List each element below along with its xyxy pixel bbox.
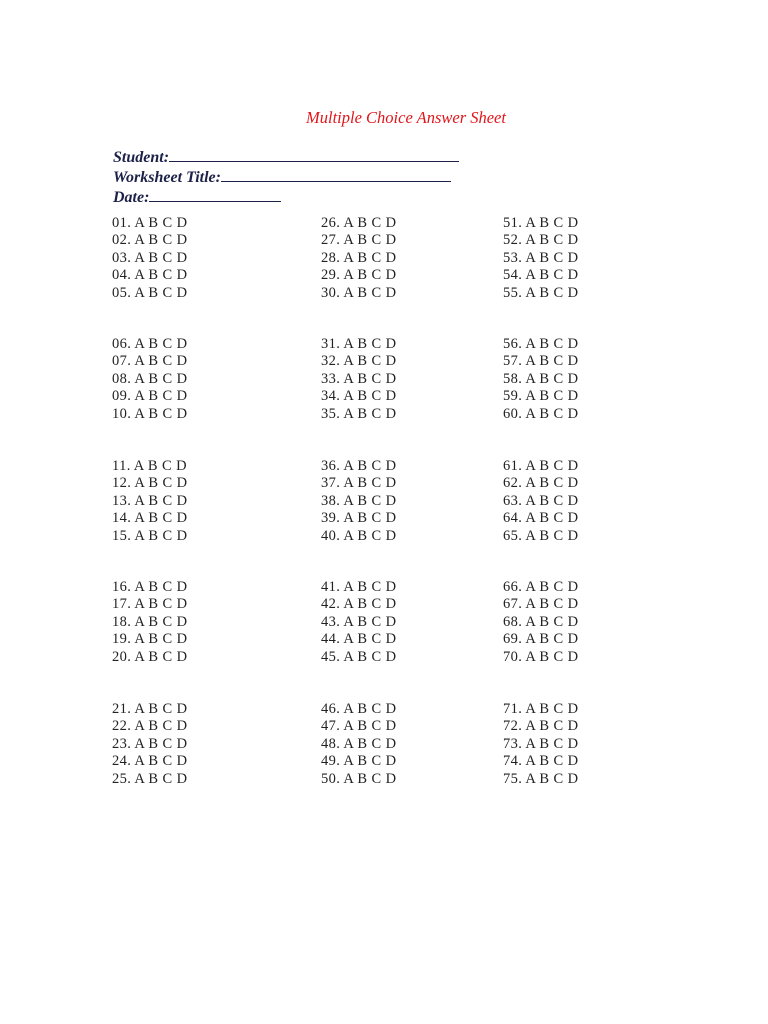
answer-choices[interactable]: A B C D bbox=[525, 613, 579, 630]
question-row bbox=[503, 232, 579, 249]
question-row bbox=[503, 649, 579, 666]
question-number: 18. bbox=[112, 613, 132, 630]
question-number: 40. bbox=[321, 527, 341, 544]
question-row bbox=[321, 631, 397, 648]
question-number: 22. bbox=[112, 718, 132, 735]
question-number: 05. bbox=[112, 284, 132, 301]
answer-choices[interactable]: A B C D bbox=[134, 735, 188, 752]
answer-choices[interactable]: A B C D bbox=[343, 267, 397, 284]
answer-choices[interactable]: A B C D bbox=[525, 631, 579, 648]
question-row bbox=[321, 649, 397, 666]
answer-choices[interactable]: A B C D bbox=[343, 579, 397, 595]
answer-choices[interactable]: A B C D bbox=[134, 701, 188, 717]
question-row bbox=[503, 493, 579, 510]
question-row bbox=[503, 718, 579, 735]
question-number: 56. bbox=[503, 336, 523, 352]
question-number: 26. bbox=[321, 215, 341, 231]
sheet-title: Multiple Choice Answer Sheet bbox=[306, 108, 506, 127]
question-number: 70. bbox=[503, 648, 523, 665]
answer-choices[interactable]: A B C D bbox=[525, 284, 579, 301]
question-row bbox=[112, 493, 188, 510]
question-number: 27. bbox=[321, 232, 341, 249]
question-number: 52. bbox=[503, 232, 523, 249]
answer-choices[interactable]: A B C D bbox=[343, 510, 397, 527]
question-number: 11. bbox=[112, 458, 131, 474]
worksheet-title-blank-line[interactable] bbox=[221, 166, 451, 182]
question-row bbox=[321, 336, 397, 353]
question-row bbox=[321, 353, 397, 370]
answer-choices[interactable]: A B C D bbox=[343, 735, 397, 752]
question-row bbox=[503, 250, 579, 267]
question-number: 50. bbox=[321, 770, 341, 787]
question-number: 75. bbox=[503, 770, 523, 787]
question-row bbox=[321, 718, 397, 735]
worksheet-title-label: Worksheet Title: bbox=[113, 169, 221, 186]
question-number: 17. bbox=[112, 596, 132, 613]
answer-choices[interactable]: A B C D bbox=[525, 579, 579, 595]
question-row bbox=[503, 215, 579, 232]
question-row bbox=[321, 579, 397, 596]
question-row bbox=[112, 353, 188, 370]
answer-choices[interactable]: A B C D bbox=[134, 388, 188, 405]
question-row bbox=[112, 771, 188, 788]
question-number: 34. bbox=[321, 388, 341, 405]
question-number: 62. bbox=[503, 475, 523, 492]
question-number: 03. bbox=[112, 249, 132, 266]
answer-choices[interactable]: A B C D bbox=[343, 405, 397, 422]
question-number: 13. bbox=[112, 492, 132, 509]
question-row bbox=[112, 718, 188, 735]
question-row bbox=[112, 336, 188, 353]
answer-choices[interactable]: A B C D bbox=[343, 613, 397, 630]
question-number: 38. bbox=[321, 492, 341, 509]
question-number: 31. bbox=[321, 336, 341, 352]
answer-choices[interactable]: A B C D bbox=[134, 718, 188, 735]
answer-choices[interactable]: A B C D bbox=[134, 753, 188, 770]
question-number: 25. bbox=[112, 770, 132, 787]
question-row bbox=[321, 596, 397, 613]
question-number: 58. bbox=[503, 370, 523, 387]
question-number: 15. bbox=[112, 527, 132, 544]
date-label: Date: bbox=[113, 189, 150, 206]
question-row bbox=[321, 736, 397, 753]
answer-choices[interactable]: A B C D bbox=[134, 405, 188, 422]
question-row bbox=[321, 388, 397, 405]
question-row bbox=[112, 528, 188, 545]
question-row bbox=[503, 510, 579, 527]
answer-choices[interactable]: A B C D bbox=[134, 336, 188, 352]
answer-choices[interactable]: A B C D bbox=[134, 492, 188, 509]
question-number: 54. bbox=[503, 267, 523, 284]
answer-choices[interactable]: A B C D bbox=[343, 370, 397, 387]
question-row bbox=[321, 475, 397, 492]
answer-choices[interactable]: A B C D bbox=[525, 718, 579, 735]
question-number: 51. bbox=[503, 215, 523, 231]
answer-choices[interactable]: A B C D bbox=[525, 648, 579, 665]
question-number: 55. bbox=[503, 284, 523, 301]
answer-choices[interactable]: A B C D bbox=[343, 336, 397, 352]
question-row bbox=[112, 250, 188, 267]
date-field bbox=[113, 186, 281, 207]
question-row bbox=[503, 528, 579, 545]
question-number: 67. bbox=[503, 596, 523, 613]
question-row bbox=[321, 458, 397, 475]
answer-choices[interactable]: A B C D bbox=[343, 249, 397, 266]
question-row bbox=[321, 510, 397, 527]
answer-choices[interactable]: A B C D bbox=[343, 388, 397, 405]
question-row bbox=[503, 596, 579, 613]
question-number: 48. bbox=[321, 735, 341, 752]
question-row bbox=[112, 736, 188, 753]
answer-choices[interactable]: A B C D bbox=[134, 370, 188, 387]
answer-choices[interactable]: A B C D bbox=[134, 215, 188, 231]
question-number: 16. bbox=[112, 579, 132, 595]
question-row bbox=[503, 736, 579, 753]
question-number: 24. bbox=[112, 753, 132, 770]
question-number: 39. bbox=[321, 510, 341, 527]
question-row bbox=[321, 493, 397, 510]
question-row bbox=[503, 475, 579, 492]
answer-choices[interactable]: A B C D bbox=[343, 753, 397, 770]
question-number: 20. bbox=[112, 648, 132, 665]
question-row bbox=[112, 701, 188, 718]
answer-choices[interactable]: A B C D bbox=[134, 510, 188, 527]
question-number: 28. bbox=[321, 249, 341, 266]
worksheet-title-field bbox=[113, 166, 451, 187]
question-number: 01. bbox=[112, 215, 132, 231]
question-row bbox=[503, 388, 579, 405]
answer-choices[interactable]: A B C D bbox=[343, 527, 397, 544]
question-number: 09. bbox=[112, 388, 132, 405]
question-number: 42. bbox=[321, 596, 341, 613]
question-row bbox=[321, 771, 397, 788]
question-row bbox=[112, 596, 188, 613]
question-row bbox=[112, 475, 188, 492]
question-number: 69. bbox=[503, 631, 523, 648]
answer-choices[interactable]: A B C D bbox=[343, 631, 397, 648]
question-row bbox=[503, 406, 579, 423]
question-number: 59. bbox=[503, 388, 523, 405]
answer-choices[interactable]: A B C D bbox=[134, 527, 188, 544]
date-blank-line[interactable] bbox=[149, 186, 281, 202]
question-number: 07. bbox=[112, 353, 132, 370]
answer-choices[interactable]: A B C D bbox=[525, 405, 579, 422]
answer-choices[interactable]: A B C D bbox=[525, 510, 579, 527]
question-row bbox=[112, 388, 188, 405]
question-number: 61. bbox=[503, 458, 523, 474]
answer-choices[interactable]: A B C D bbox=[525, 353, 579, 370]
question-number: 49. bbox=[321, 753, 341, 770]
answer-choices[interactable]: A B C D bbox=[525, 596, 579, 613]
question-row bbox=[503, 631, 579, 648]
answer-choices[interactable]: A B C D bbox=[343, 770, 397, 787]
answer-choices[interactable]: A B C D bbox=[133, 458, 187, 474]
answer-choices[interactable]: A B C D bbox=[134, 353, 188, 370]
answer-choices[interactable]: A B C D bbox=[134, 596, 188, 613]
question-number: 68. bbox=[503, 613, 523, 630]
answer-choices[interactable]: A B C D bbox=[525, 336, 579, 352]
answer-choices[interactable]: A B C D bbox=[134, 631, 188, 648]
question-number: 37. bbox=[321, 475, 341, 492]
question-row bbox=[503, 285, 579, 302]
answer-choices[interactable]: A B C D bbox=[134, 249, 188, 266]
answer-choices[interactable]: A B C D bbox=[525, 492, 579, 509]
question-number: 08. bbox=[112, 370, 132, 387]
answer-choices[interactable]: A B C D bbox=[343, 492, 397, 509]
answer-choices[interactable]: A B C D bbox=[525, 232, 579, 249]
answer-choices[interactable]: A B C D bbox=[343, 284, 397, 301]
answer-choices[interactable]: A B C D bbox=[525, 267, 579, 284]
question-row bbox=[112, 285, 188, 302]
question-number: 19. bbox=[112, 631, 132, 648]
question-number: 73. bbox=[503, 735, 523, 752]
question-row bbox=[321, 406, 397, 423]
question-number: 47. bbox=[321, 718, 341, 735]
question-row bbox=[503, 753, 579, 770]
question-number: 57. bbox=[503, 353, 523, 370]
question-number: 46. bbox=[321, 701, 341, 717]
question-row bbox=[321, 232, 397, 249]
answer-choices[interactable]: A B C D bbox=[343, 648, 397, 665]
question-row bbox=[503, 701, 579, 718]
answer-choices[interactable]: A B C D bbox=[525, 249, 579, 266]
answer-choices[interactable]: A B C D bbox=[134, 267, 188, 284]
question-row bbox=[321, 528, 397, 545]
question-number: 66. bbox=[503, 579, 523, 595]
student-label: Student: bbox=[113, 149, 170, 166]
student-blank-line[interactable] bbox=[169, 146, 459, 162]
question-number: 02. bbox=[112, 232, 132, 249]
question-number: 10. bbox=[112, 405, 132, 422]
answer-choices[interactable]: A B C D bbox=[343, 353, 397, 370]
answer-choices[interactable]: A B C D bbox=[134, 232, 188, 249]
question-row bbox=[321, 614, 397, 631]
question-number: 21. bbox=[112, 701, 132, 717]
question-row bbox=[503, 353, 579, 370]
question-number: 32. bbox=[321, 353, 341, 370]
question-number: 41. bbox=[321, 579, 341, 595]
answer-choices[interactable]: A B C D bbox=[343, 718, 397, 735]
answer-choices[interactable]: A B C D bbox=[525, 527, 579, 544]
question-number: 74. bbox=[503, 753, 523, 770]
answer-choices[interactable]: A B C D bbox=[134, 579, 188, 595]
question-number: 63. bbox=[503, 492, 523, 509]
answer-choices[interactable]: A B C D bbox=[343, 701, 397, 717]
question-row bbox=[321, 250, 397, 267]
answer-choices[interactable]: A B C D bbox=[525, 770, 579, 787]
answer-choices[interactable]: A B C D bbox=[343, 215, 397, 231]
question-row bbox=[112, 215, 188, 232]
question-number: 64. bbox=[503, 510, 523, 527]
answer-choices[interactable]: A B C D bbox=[343, 475, 397, 492]
answer-choices[interactable]: A B C D bbox=[525, 458, 579, 474]
answer-choices[interactable]: A B C D bbox=[525, 388, 579, 405]
question-number: 30. bbox=[321, 284, 341, 301]
question-row bbox=[112, 631, 188, 648]
question-row bbox=[321, 701, 397, 718]
question-row bbox=[503, 336, 579, 353]
question-number: 53. bbox=[503, 249, 523, 266]
question-row bbox=[112, 458, 187, 475]
question-row bbox=[503, 771, 579, 788]
question-row bbox=[112, 232, 188, 249]
question-row bbox=[112, 753, 188, 770]
question-row bbox=[112, 579, 188, 596]
question-row bbox=[112, 614, 188, 631]
answer-choices[interactable]: A B C D bbox=[134, 475, 188, 492]
question-row bbox=[112, 371, 188, 388]
answer-choices[interactable]: A B C D bbox=[525, 475, 579, 492]
question-number: 72. bbox=[503, 718, 523, 735]
answer-choices[interactable]: A B C D bbox=[525, 753, 579, 770]
question-number: 36. bbox=[321, 458, 341, 474]
question-row bbox=[503, 371, 579, 388]
question-number: 29. bbox=[321, 267, 341, 284]
answer-choices[interactable]: A B C D bbox=[134, 648, 188, 665]
question-row bbox=[321, 371, 397, 388]
question-number: 12. bbox=[112, 475, 132, 492]
question-number: 43. bbox=[321, 613, 341, 630]
question-row bbox=[503, 614, 579, 631]
question-row bbox=[321, 285, 397, 302]
question-row bbox=[112, 406, 188, 423]
question-row bbox=[503, 267, 579, 284]
question-number: 33. bbox=[321, 370, 341, 387]
answer-choices[interactable]: A B C D bbox=[525, 370, 579, 387]
question-row bbox=[503, 579, 579, 596]
question-number: 06. bbox=[112, 336, 132, 352]
student-field bbox=[113, 146, 459, 167]
question-number: 35. bbox=[321, 405, 341, 422]
question-row bbox=[112, 267, 188, 284]
question-row bbox=[321, 267, 397, 284]
question-number: 45. bbox=[321, 648, 341, 665]
answer-choices[interactable]: A B C D bbox=[343, 458, 397, 474]
answer-choices[interactable]: A B C D bbox=[343, 596, 397, 613]
question-row bbox=[503, 458, 579, 475]
question-number: 44. bbox=[321, 631, 341, 648]
answer-choices[interactable]: A B C D bbox=[134, 613, 188, 630]
answer-choices[interactable]: A B C D bbox=[134, 284, 188, 301]
question-number: 14. bbox=[112, 510, 132, 527]
answer-choices[interactable]: A B C D bbox=[525, 735, 579, 752]
question-number: 04. bbox=[112, 267, 132, 284]
question-number: 71. bbox=[503, 701, 523, 717]
question-number: 23. bbox=[112, 735, 132, 752]
answer-choices[interactable]: A B C D bbox=[525, 215, 579, 231]
question-number: 60. bbox=[503, 405, 523, 422]
question-row bbox=[112, 649, 188, 666]
question-number: 65. bbox=[503, 527, 523, 544]
answer-choices[interactable]: A B C D bbox=[134, 770, 188, 787]
answer-choices[interactable]: A B C D bbox=[525, 701, 579, 717]
question-row bbox=[112, 510, 188, 527]
question-row bbox=[321, 215, 397, 232]
question-row bbox=[321, 753, 397, 770]
answer-choices[interactable]: A B C D bbox=[343, 232, 397, 249]
